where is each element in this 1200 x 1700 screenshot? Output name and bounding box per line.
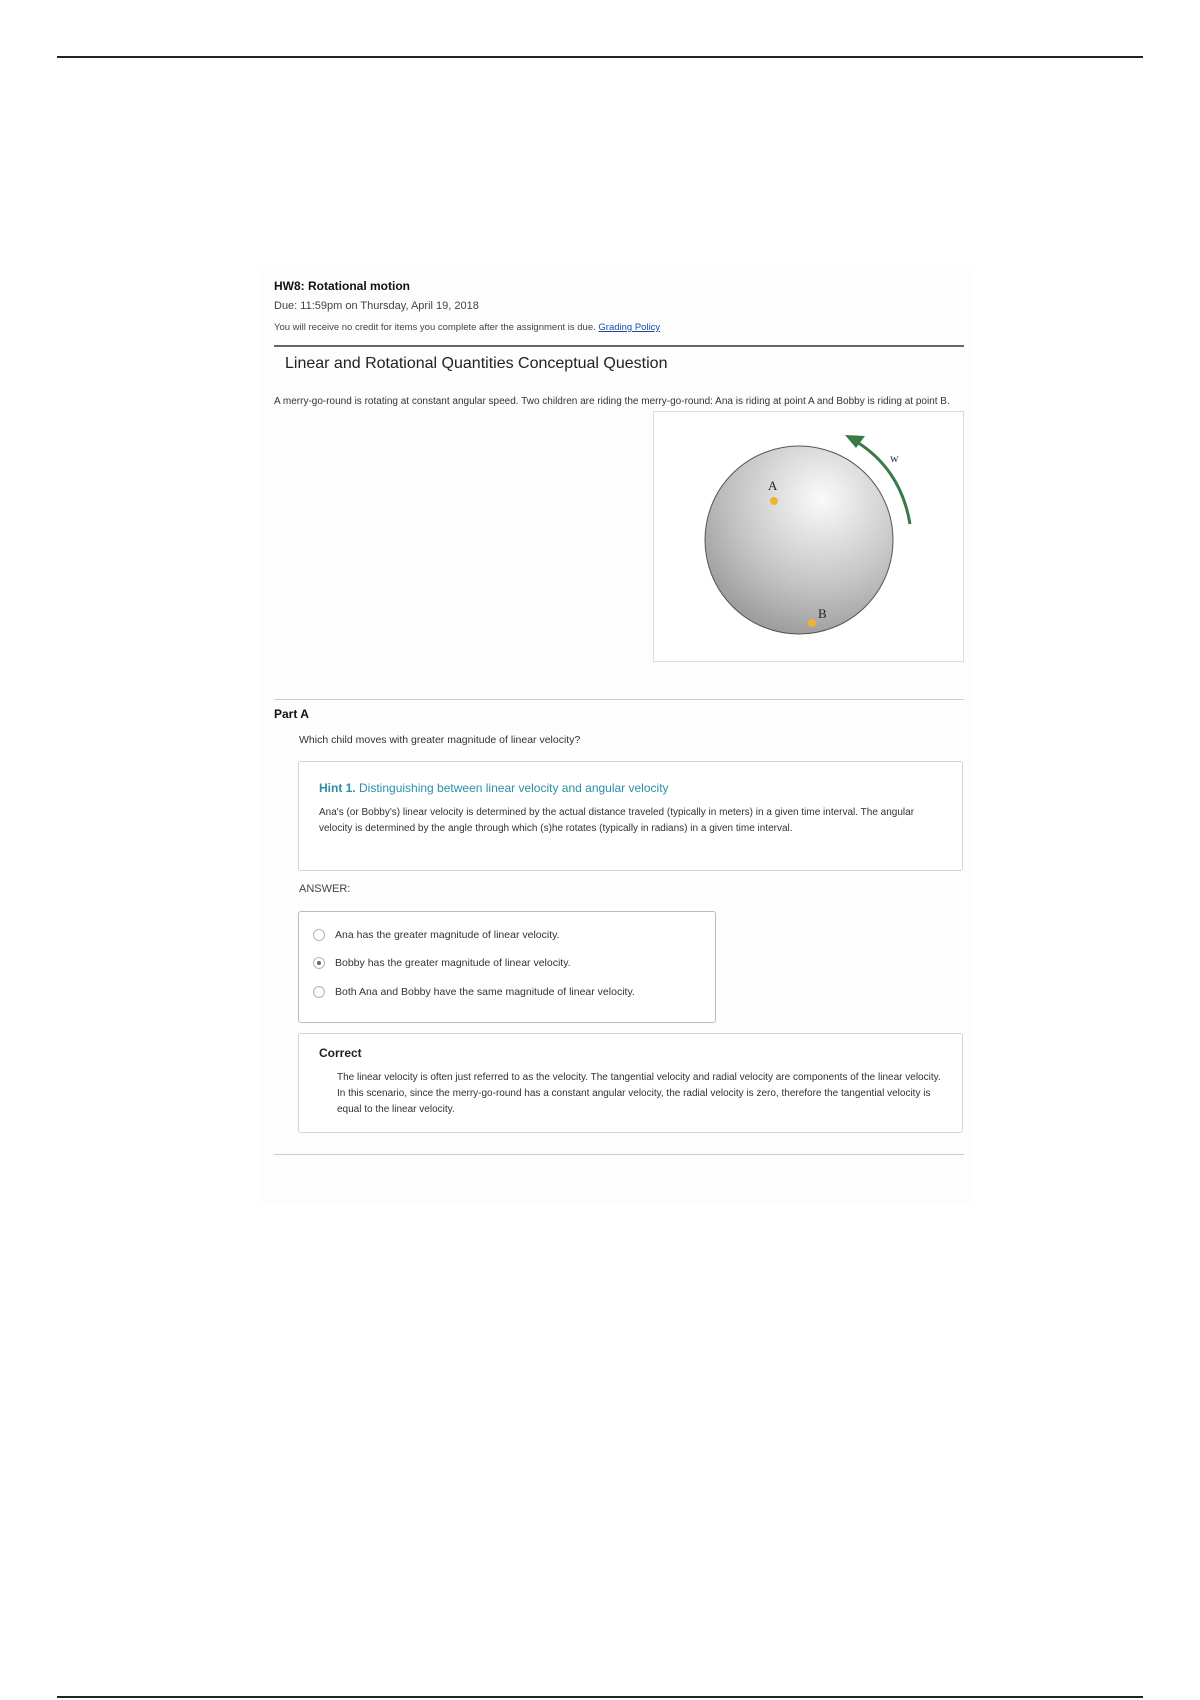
- answer-option-ana[interactable]: [313, 927, 560, 943]
- point-b-label: B: [818, 606, 827, 621]
- hint-title: Distinguishing between linear velocity and angular velocity: [359, 781, 669, 795]
- point-a-label: A: [768, 478, 778, 493]
- hint-1-toggle[interactable]: [319, 781, 669, 795]
- merry-go-round-figure: [653, 411, 964, 662]
- end-divider: [274, 1154, 964, 1155]
- hint-box: [298, 761, 963, 871]
- page-bottom-rule: [57, 1696, 1143, 1698]
- answer-option-same[interactable]: [313, 984, 635, 1000]
- late-credit-note: [274, 322, 660, 333]
- problem-statement: A merry-go-round is rotating at constant angular speed. Two children are riding the merry-go-round: Ana is riding at point A and Bobby is riding at point B.: [274, 396, 950, 407]
- radio-button[interactable]: [313, 986, 325, 998]
- omega-label: w: [890, 451, 899, 465]
- answer-option-bobby[interactable]: [313, 955, 571, 971]
- hint-number: Hint 1.: [319, 781, 356, 795]
- merry-go-round-disk: [705, 446, 893, 634]
- option-text: Bobby has the greater magnitude of linear velocity.: [335, 957, 571, 969]
- option-text: Ana has the greater magnitude of linear velocity.: [335, 929, 560, 941]
- radio-button-selected[interactable]: [313, 957, 325, 969]
- feedback-body: The linear velocity is often just referred to as the velocity. The tangential velocity and radial velocity are components of the linear velocity. In this scenario, since the merry-go-round has a constant angular velocity, the radial velocity is zero, therefore the tangential velocity is equal to the linear velocity.: [337, 1072, 941, 1115]
- feedback-box: [298, 1033, 963, 1133]
- problem-title: Linear and Rotational Quantities Conceptual Question: [285, 355, 668, 372]
- late-credit-text: You will receive no credit for items you complete after the assignment is due.: [274, 322, 596, 333]
- assignment-title: HW8: Rotational motion: [274, 279, 410, 293]
- part-divider: [274, 699, 964, 700]
- child-b-dot: [808, 619, 816, 627]
- radio-button[interactable]: [313, 929, 325, 941]
- page-top-rule: [57, 56, 1143, 58]
- merry-go-round-diagram: [654, 412, 963, 661]
- hint-body: Ana's (or Bobby's) linear velocity is determined by the actual distance traveled (typically in meters) in a given time interval. The angular velocity is determined by the angle through which (s)he rotates (typically in radians) in a given time interval.: [319, 807, 915, 834]
- title-divider: [274, 345, 964, 347]
- assignment-screenshot: [262, 265, 974, 1205]
- answer-choices: [298, 911, 716, 1023]
- option-text: Both Ana and Bobby have the same magnitude of linear velocity.: [335, 986, 635, 998]
- part-a-question: Which child moves with greater magnitude of linear velocity?: [299, 734, 581, 746]
- part-a-label: Part A: [274, 707, 309, 721]
- due-date: Due: 11:59pm on Thursday, April 19, 2018: [274, 300, 479, 312]
- feedback-title: Correct: [319, 1046, 362, 1060]
- child-a-dot: [770, 497, 778, 505]
- answer-label: ANSWER:: [299, 883, 351, 895]
- grading-policy-link[interactable]: Grading Policy: [598, 322, 661, 333]
